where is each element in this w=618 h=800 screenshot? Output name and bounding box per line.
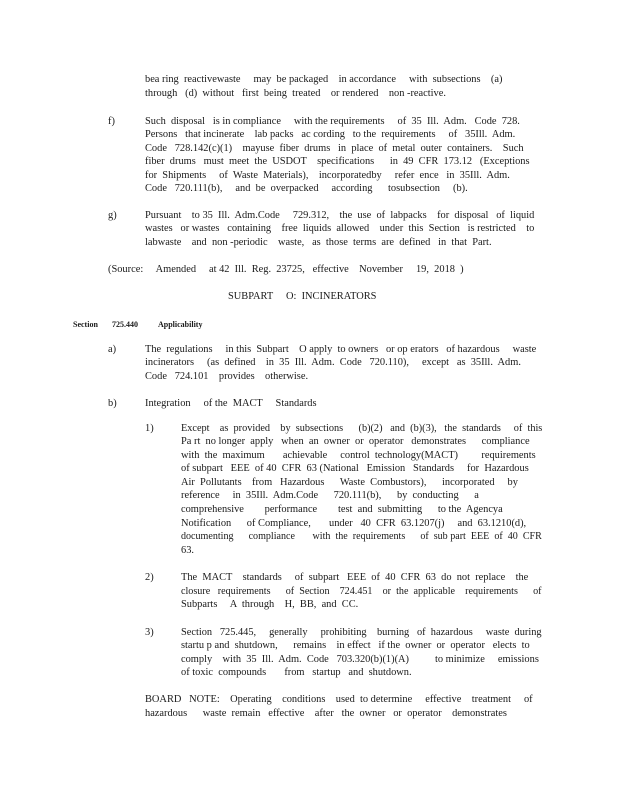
intro-line: through (d) without first being treated or rendered non -reactive. [145,88,446,99]
item-b1-line: Pa rt no longer apply when an owner or operator demonstrates compliance [181,436,530,447]
item-a-line: Code 724.101 provides otherwise. [145,371,309,382]
item-f-line: Code 728.142(c)(1) mayuse fiber drums in place of metal outer containers. Such [145,143,524,154]
item-g-line: wastes or wastes containing free liquids allowed under this Section is restricted to [145,223,535,234]
item-b1-line: reference in 35Ill. Adm.Code 720.111(b), by conducting a [181,490,479,501]
item-b1-line: of subpart EEE of 40 CFR 63 (National Emission Standards for Hazardous [181,463,529,474]
item-f-line: Persons that incinerate lab packs ac cording to the requirements of 35Ill. Adm. [145,129,516,140]
intro-line: bea ring reactivewaste may be packaged in accordance with subsections (a) [145,74,503,85]
item-g-line: labwaste and non -periodic waste, as those terms are defined in that Part. [145,237,492,248]
item-f-line: Such disposal is in compliance with the requirements of 35 Ill. Adm. Code 728. [145,116,520,127]
item-b1-line: with the maximum achievable control technology(MACT) requirements [181,450,536,461]
item-b2-line: The MACT standards of subpart EEE of 40 CFR 63 do not replace the [181,572,529,583]
item-b2-line: closure requirements of Section 724.451 or the applicable requirements of [181,586,542,597]
item-b1-line: Air Pollutants from Hazardous Waste Combustors), incorporated by [181,477,518,488]
source-note: (Source: Amended at 42 Ill. Reg. 23725, effective November 19, 2018 ) [108,264,464,275]
item-b3-line: startu p and shutdown, remains in effect if the owner or operator elects to [181,640,530,651]
item-f-line: Code 720.111(b), and be overpacked according tosubsection (b). [145,183,468,194]
item-label: f) [108,116,115,127]
subitem-label: 3) [145,627,154,638]
item-a-line: The regulations in this Subpart O apply to owners or op erators of hazardous waste [145,344,537,355]
item-b-heading: Integration of the MACT Standards [145,398,317,409]
item-b1-line: comprehensive performance test and submitting to the Agencya [181,504,503,515]
item-label: b) [108,398,117,409]
item-b2-line: Subparts A through H, BB, and CC. [181,599,359,610]
subpart-heading: SUBPART O: INCINERATORS [228,291,377,302]
board-note-line: BOARD NOTE: Operating conditions used to determine effective treatment of [145,694,533,705]
item-b1-line: documenting compliance with the requirements of sub part EEE of 40 CFR [181,531,542,542]
item-b3-line: Section 725.445, generally prohibiting burning of hazardous waste during [181,627,542,638]
item-a-line: incinerators (as defined in 35 Ill. Adm. Code 720.110), except as 35Ill. Adm. [145,357,521,368]
item-b1-line: Notification of Compliance, under 40 CFR 63.1207(j) and 63.1210(d), [181,518,527,529]
item-b1-line: 63. [181,545,194,556]
subitem-label: 2) [145,572,154,583]
section-number: 725.440 [112,320,138,329]
item-b3-line: of toxic compounds from startup and shutdown. [181,667,412,678]
subitem-label: 1) [145,423,154,434]
item-b3-line: comply with 35 Ill. Adm. Code 703.320(b)(1)(A) to minimize emissions [181,654,539,665]
board-note-line: hazardous waste remain effective after the owner or operator demonstrates [145,708,507,719]
section-title: Applicability [158,320,203,329]
item-b1-line: Except as provided by subsections (b)(2) and (b)(3), the standards of this [181,423,543,434]
section-word: Section [73,320,98,329]
item-label: a) [108,344,117,355]
item-label: g) [108,210,117,221]
item-f-line: fiber drums must meet the USDOT specifications in 49 CFR 173.12 (Exceptions [145,156,530,167]
item-g-line: Pursuant to 35 Ill. Adm.Code 729.312, the use of labpacks for disposal of liquid [145,210,535,221]
item-f-line: for Shipments of Waste Materials), incorporatedby refer ence in 35Ill. Adm. [145,170,510,181]
